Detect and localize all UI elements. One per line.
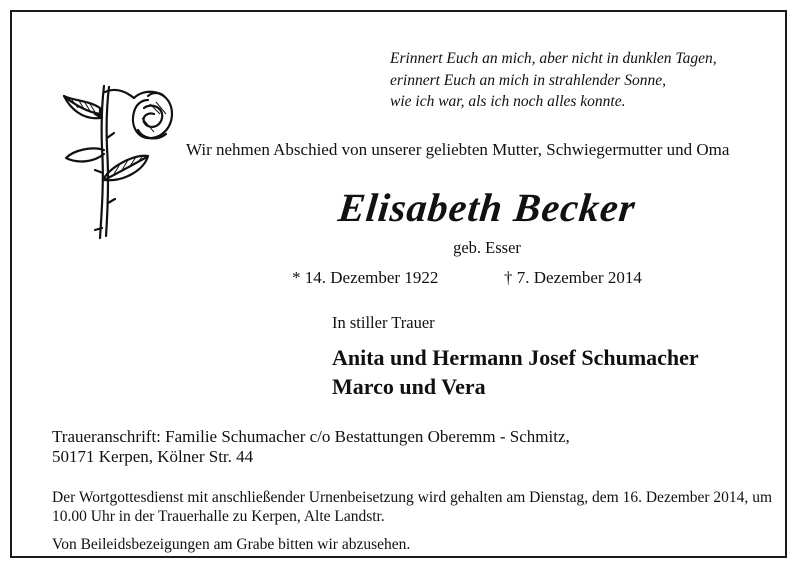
address-line: Traueranschrift: Familie Schumacher c/o Bestattungen Oberemm - Schmitz, [52,427,570,446]
deceased-name: Elisabeth Becker [336,185,638,230]
poem-line: wie ich war, als ich noch alles konnte. [390,93,626,110]
obituary-notice [10,10,787,558]
mourner-names [332,343,699,401]
mourner-line: Anita und Hermann Josef Schumacher [332,345,699,370]
poem-line: erinnert Euch an mich in strahlender Sonne, [390,71,666,89]
mourning-label: In stiller Trauer [332,313,435,332]
mourning-address [52,427,570,467]
service-info: Der Wortgottesdienst mit anschließender Urnenbeisetzung wird gehalten am Dienstag, dem 16. Dezember 2014, um 10.00 Uhr in der Trauerhalle zu Kerpen, Alte Landstr. [52,489,772,525]
poem-line: Erinnert Euch an mich, aber nicht in dunklen Tagen, [390,50,717,67]
rose-icon [52,78,192,248]
death-date: † 7. Dezember 2014 [504,268,642,287]
condolence-note: Von Beileidsbezeigungen am Grabe bitten wir abzusehen. [52,536,411,553]
maiden-name: geb. Esser [453,238,521,257]
memorial-poem [390,48,717,113]
birth-date: * 14. Dezember 1922 [292,268,439,287]
mourner-line: Marco und Vera [332,374,486,399]
farewell-text: Wir nehmen Abschied von unserer geliebten Mutter, Schwiegermutter und Oma [186,140,730,159]
address-line: 50171 Kerpen, Kölner Str. 44 [52,447,254,466]
